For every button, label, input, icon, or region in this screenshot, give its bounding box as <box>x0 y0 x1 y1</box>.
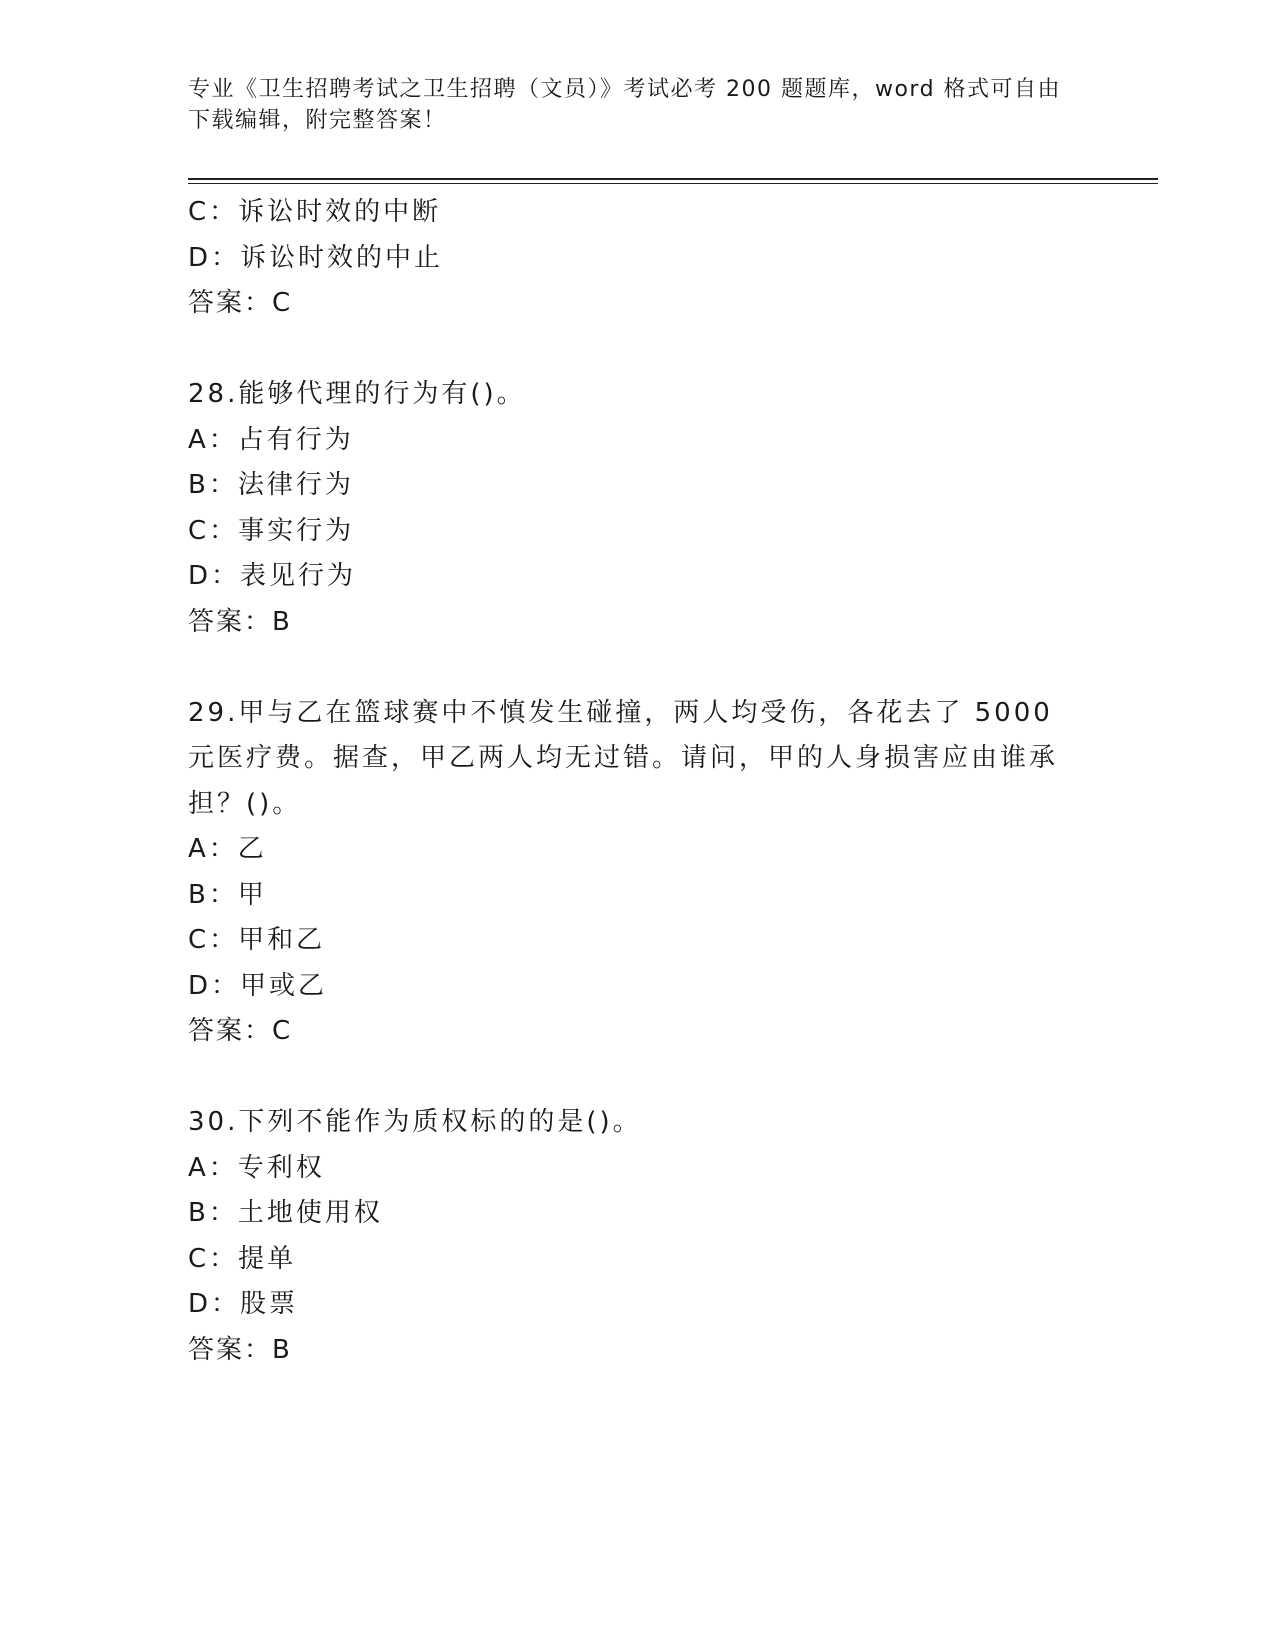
question-block-29 <box>188 691 1088 1055</box>
question-block-27 <box>188 190 1088 327</box>
header-divider-thick <box>188 178 1158 180</box>
option-d: D：甲或乙 <box>188 970 328 1001</box>
answer-line: 答案：B <box>188 1334 292 1365</box>
option-a: A：专利权 <box>188 1152 325 1183</box>
option-a: A：占有行为 <box>188 424 354 455</box>
question-block-30 <box>188 1100 1088 1373</box>
option-d: D：诉讼时效的中止 <box>188 242 444 273</box>
option-b: B：甲 <box>188 879 267 910</box>
spacer <box>188 327 1088 373</box>
option-b: B：法律行为 <box>188 470 354 500</box>
document-header: 专业《卫生招聘考试之卫生招聘（文员）》考试必考 200 题题库，word 格式可自由下载编辑，附完整答案！ <box>188 77 1062 133</box>
question-list <box>188 190 1088 1373</box>
answer-line: 答案：C <box>188 1016 293 1046</box>
answer-line: 答案：B <box>188 606 292 637</box>
option-c: C：提单 <box>188 1243 297 1274</box>
option-c: C：甲和乙 <box>188 925 326 955</box>
question-stem: 30.下列不能作为质权标的的是()。 <box>188 1107 642 1137</box>
header-divider-thin <box>188 183 1158 184</box>
question-stem: 29.甲与乙在篮球赛中不慎发生碰撞，两人均受伤，各花去了 5000 元医疗费。据查，甲乙两人均无过错。请问，甲的人身损害应由谁承担？()。 <box>188 697 1059 819</box>
question-block-28 <box>188 372 1088 645</box>
option-b: B：土地使用权 <box>188 1198 383 1228</box>
spacer <box>188 645 1088 691</box>
question-stem: 28.能够代理的行为有()。 <box>188 379 526 409</box>
option-c: C：诉讼时效的中断 <box>188 197 442 227</box>
answer-line: 答案：C <box>188 288 293 318</box>
option-c: C：事实行为 <box>188 515 355 546</box>
option-d: D：股票 <box>188 1289 299 1319</box>
option-a: A：乙 <box>188 834 267 864</box>
option-d: D：表见行为 <box>188 561 357 591</box>
spacer <box>188 1055 1088 1101</box>
